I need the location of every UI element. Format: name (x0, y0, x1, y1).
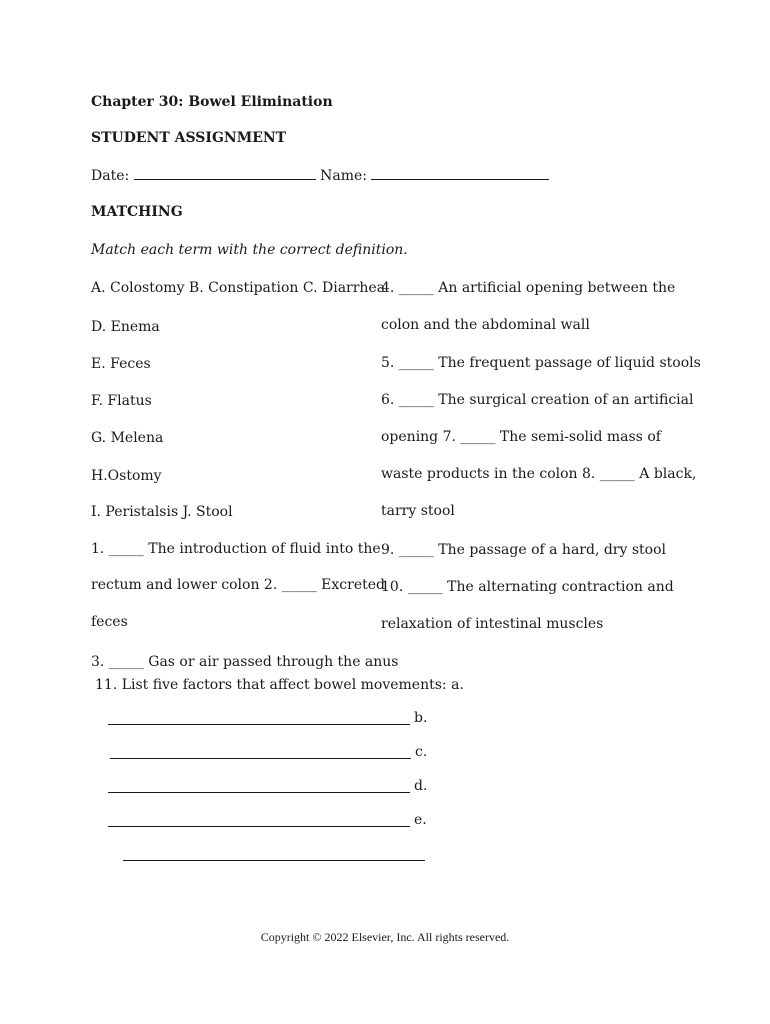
matching-heading: MATCHING (91, 204, 183, 220)
copyright-footer: Copyright © 2022 Elsevier, Inc. All rights reserved. (260, 930, 510, 944)
answer-letter: a. (451, 677, 464, 693)
answer-letter: c. (415, 744, 428, 760)
instructions: Match each term with the correct definition. (91, 242, 408, 258)
definition-line: rectum and lower colon 2. _____ Excreted (91, 577, 385, 593)
date-field[interactable] (134, 166, 316, 180)
terms-line: G. Melena (91, 430, 164, 446)
terms-line: F. Flatus (91, 393, 152, 409)
date-name-line (91, 166, 549, 185)
terms-line: H.Ostomy (91, 468, 162, 484)
definition-line: colon and the abdominal wall (381, 317, 590, 333)
question-11 (95, 676, 464, 694)
answer-line[interactable] (108, 724, 410, 725)
answer-line[interactable] (108, 792, 410, 793)
answer-letter: d. (414, 778, 428, 794)
definition-line: 10. _____ The alternating contraction and (381, 579, 674, 595)
answer-letter: e. (414, 812, 427, 828)
definition-line: 1. _____ The introduction of fluid into the (91, 541, 381, 557)
name-field[interactable] (371, 166, 549, 180)
assignment-heading: STUDENT ASSIGNMENT (91, 130, 287, 146)
answer-letter: b. (414, 710, 428, 726)
page-title: Chapter 30: Bowel Elimination (91, 94, 333, 110)
definition-line: tarry stool (381, 503, 455, 519)
name-label: Name: (320, 168, 367, 184)
date-label: Date: (91, 168, 130, 184)
definition-line: 6. _____ The surgical creation of an artificial (381, 392, 694, 408)
terms-line: A. Colostomy B. Constipation C. Diarrhea (91, 280, 386, 296)
answer-line[interactable] (123, 860, 425, 861)
definition-line: 3. _____ Gas or air passed through the anus (91, 654, 399, 670)
question-11-text: 11. List five factors that affect bowel movements: (95, 677, 447, 693)
definition-line: 9. _____ The passage of a hard, dry stool (381, 542, 667, 558)
definition-line: relaxation of intestinal muscles (381, 616, 604, 632)
terms-line: I. Peristalsis J. Stool (91, 504, 233, 520)
terms-line: D. Enema (91, 319, 160, 335)
terms-line: E. Feces (91, 356, 151, 372)
definition-line: waste products in the colon 8. _____ A black, (381, 466, 697, 482)
definition-line: 4. _____ An artificial opening between the (381, 280, 676, 296)
answer-line[interactable] (108, 826, 410, 827)
answer-line[interactable] (110, 758, 411, 759)
definition-line: 5. _____ The frequent passage of liquid stools (381, 355, 701, 371)
definition-line: opening 7. _____ The semi-solid mass of (381, 429, 661, 445)
definition-line: feces (91, 614, 128, 630)
